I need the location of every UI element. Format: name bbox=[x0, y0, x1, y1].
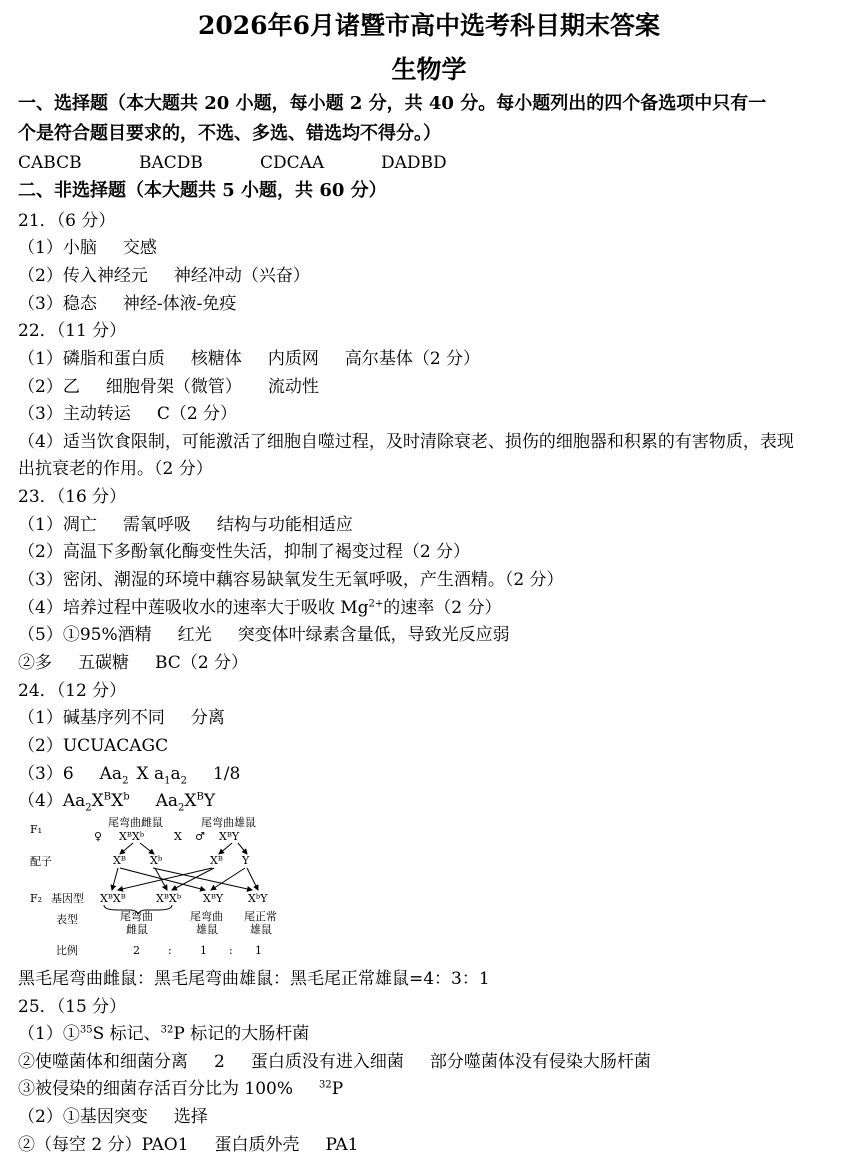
ratio-colon-2: : bbox=[229, 944, 233, 957]
section2-heading: 二、非选择题（本大题共 5 小题，共 60 分） bbox=[18, 180, 387, 201]
q23-part6: ②多 五碳糖 BC（2 分） bbox=[18, 653, 249, 673]
phenotype-2-line1: 尾弯曲 bbox=[190, 910, 223, 923]
male-parent-label: 尾弯曲雄鼠 bbox=[201, 816, 256, 829]
section1-heading-line2: 个是符合题目要求的，不选、多选、错选均不得分。） bbox=[18, 123, 441, 144]
cross-arrows bbox=[112, 843, 258, 890]
q25-part2: ②使噬菌体和细菌分离 2 蛋白质没有进入细菌 部分噬菌体没有侵染大肠杆菌 bbox=[18, 1052, 651, 1072]
mc-answers-11-15: CDCAA bbox=[260, 153, 325, 173]
q22-part4-line1: （4）适当饮食限制，可能激活了细胞自噬过程，及时清除衰老、损伤的细胞器和积累的有害物质，表现 bbox=[18, 432, 794, 452]
q23-part4: （4）培养过程中莲吸收水的速率大于吸收 $Mg^{2+}$的速率（2 分） bbox=[18, 598, 502, 618]
mc-answers-6-10: BACDB bbox=[139, 153, 203, 173]
q25-heading: 25．（15 分） bbox=[18, 997, 127, 1017]
mc-answers-16-20: DADBD bbox=[381, 153, 447, 173]
ratio-value-3: 1 bbox=[255, 944, 262, 957]
q24-heading: 24．（12 分） bbox=[18, 681, 127, 701]
q21-part1: （1）小脑 交感 bbox=[18, 238, 157, 258]
mc-answers-1-5: CABCB bbox=[18, 153, 82, 173]
ratio-value-2: 1 bbox=[200, 944, 207, 957]
female-symbol: ♀ bbox=[94, 830, 103, 843]
q25-part3: ③被侵染的细菌存活百分比为 100% $^{32}$P bbox=[18, 1079, 344, 1099]
q23-heading: 23．（16 分） bbox=[18, 487, 127, 507]
q24-part4: $(4)Aa_2X^BX^b$ $Aa_2X^BY$ bbox=[18, 791, 216, 814]
q25-part4: （2）①基因突变 选择 bbox=[18, 1107, 208, 1127]
offspring-2-genotype: XᴮXᵇ bbox=[156, 892, 182, 905]
q23-part5: （5）①95%酒精 红光 突变体叶绿素含量低，导致光反应弱 bbox=[18, 625, 510, 645]
gamete-4: Y bbox=[242, 854, 250, 867]
q25-part1: （1）①$^{35}$S 标记、$^{32}$P 标记的大肠杆菌 bbox=[18, 1024, 310, 1044]
male-symbol: ♂ bbox=[195, 830, 205, 843]
gamete-label: 配子 bbox=[30, 855, 52, 868]
q24-part2: （2）UCUACAGC bbox=[18, 736, 169, 756]
cross-symbol: X bbox=[174, 830, 182, 843]
offspring-3-genotype: XᴮY bbox=[203, 892, 224, 905]
phenotype-3-line2: 雄鼠 bbox=[250, 923, 272, 936]
subject-title: 生物学 bbox=[391, 55, 467, 84]
q21-part3: （3）稳态 神经-体液-免疫 bbox=[18, 294, 237, 314]
offspring-4-genotype: XᵇY bbox=[248, 892, 268, 905]
q25-part5: ②（每空 2 分）PAO1 蛋白质外壳 PA1 bbox=[18, 1135, 359, 1155]
q24-part3: （3）6 $Aa_2$ X $a_1a_2$ 1/8 bbox=[18, 764, 241, 787]
f1-label: F₁ bbox=[30, 823, 43, 836]
gamete-1: Xᴮ bbox=[113, 854, 126, 867]
q23-part3: （3）密闭、潮湿的环境中藕容易缺氧发生无氧呼吸，产生酒精。（2 分） bbox=[18, 570, 564, 590]
q21-heading: 21．（6 分） bbox=[18, 211, 116, 231]
q23-part1: （1）凋亡 需氧呼吸 结构与功能相适应 bbox=[18, 515, 353, 535]
female-parent-genotype: XᴮXᵇ bbox=[119, 830, 145, 843]
page-title: 2026年6月诸暨市高中选考科目期末答案 bbox=[198, 11, 660, 40]
q24-part1: （1）碱基序列不同 分离 bbox=[18, 708, 225, 728]
q22-part3: （3）主动转运 C（2 分） bbox=[18, 404, 238, 424]
gamete-3: Xᴮ bbox=[210, 854, 223, 867]
q22-part2: （2）乙 细胞骨架（微管） 流动性 bbox=[18, 377, 319, 397]
ratio-colon-1: : bbox=[168, 944, 172, 957]
offspring-1-genotype: XᴮXᴮ bbox=[100, 892, 126, 905]
q21-part2: （2）传入神经元 神经冲动（兴奋） bbox=[18, 266, 310, 286]
q22-heading: 22．（11 分） bbox=[18, 321, 127, 341]
genetic-cross-diagram bbox=[18, 812, 308, 962]
ratio-value-1: 2 bbox=[133, 944, 140, 957]
male-parent-genotype: XᴮY bbox=[219, 830, 240, 843]
q22-part1: （1）磷脂和蛋白质 核糖体 内质网 高尔基体（2 分） bbox=[18, 349, 481, 369]
f2-label: F₂ bbox=[30, 892, 43, 905]
phenotype-1-line1: 尾弯曲 bbox=[120, 910, 153, 923]
q23-part2: （2）高温下多酚氧化酶变性失活，抑制了褐变过程（2 分） bbox=[18, 542, 471, 562]
phenotype-1-line2: 雌鼠 bbox=[126, 923, 148, 936]
gamete-2: Xᵇ bbox=[150, 854, 163, 867]
q24-ratio-line: 黑毛尾弯曲雌鼠：黑毛尾弯曲雄鼠：黑毛尾正常雄鼠=4：3：1 bbox=[18, 969, 490, 989]
phenotype-label: 表型 bbox=[56, 913, 78, 926]
female-parent-label: 尾弯曲雌鼠 bbox=[108, 816, 163, 829]
section1-heading-line1: 一、选择题（本大题共 20 小题，每小题 2 分，共 40 分。每小题列出的四个备选项中只有一 bbox=[18, 93, 767, 114]
phenotype-3-line1: 尾正常 bbox=[244, 910, 277, 923]
q22-part4-line2: 出抗衰老的作用。（2 分） bbox=[18, 459, 213, 479]
genotype-label: 基因型 bbox=[51, 892, 84, 905]
ratio-label: 比例 bbox=[56, 944, 78, 957]
phenotype-2-line2: 雄鼠 bbox=[196, 923, 218, 936]
